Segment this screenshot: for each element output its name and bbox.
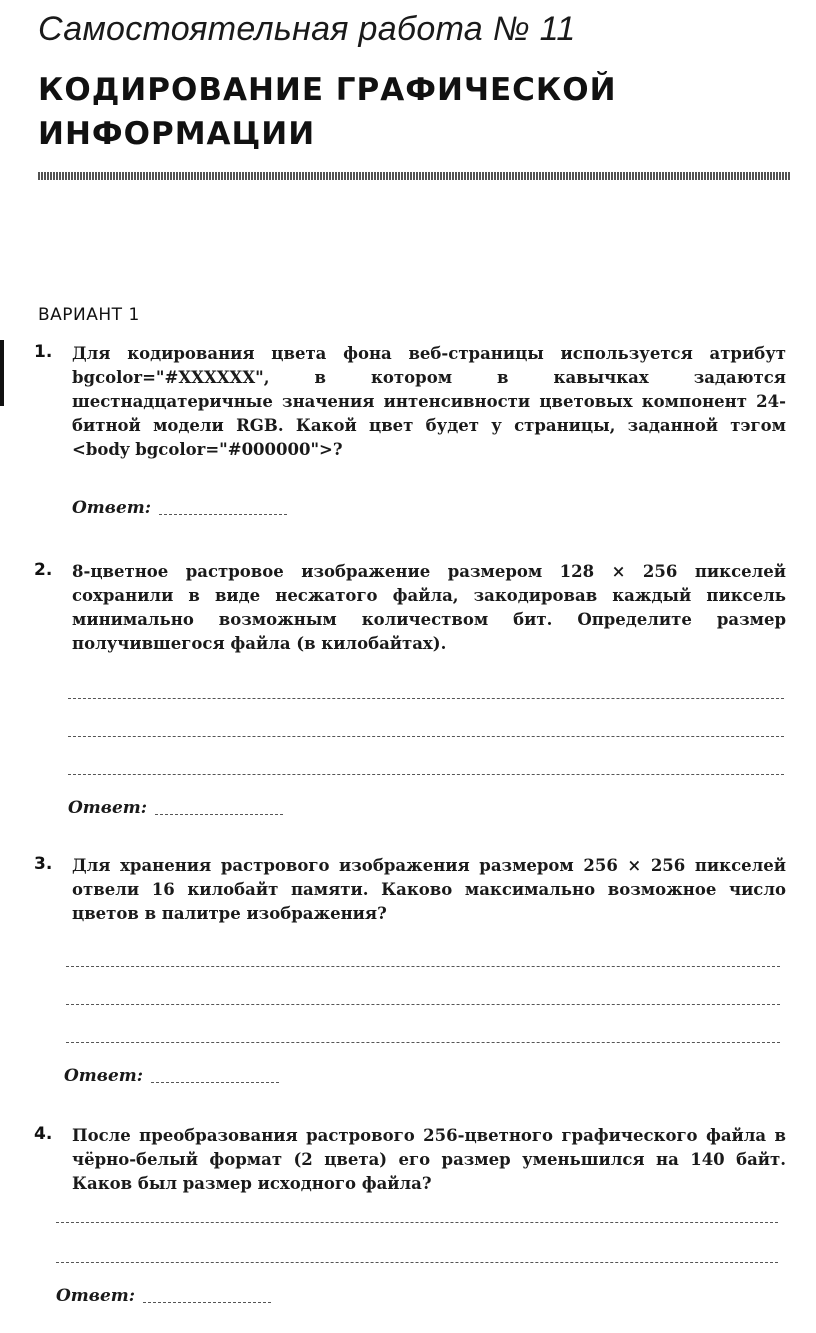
answer-1: [72, 498, 287, 518]
working-line[interactable]: [56, 1222, 778, 1223]
answer-field[interactable]: [143, 1302, 271, 1303]
task-text: Для хранения растрового изображения размером 256 × 256 пикселей отвели 16 килобайт памяти. Каково максимально возможное число цветов в палитре изображения?: [72, 856, 786, 923]
task-number: 4.: [34, 1124, 53, 1144]
working-line[interactable]: [56, 1262, 778, 1263]
task-text: 8-цветное растровое изображение размером 128 × 256 пикселей сохранили в виде несжатого файла, закодировав каждый пиксель минимально возможным количеством бит. Определите размер получившегося файла (в килобайтах).: [72, 562, 786, 653]
answer-field[interactable]: [159, 514, 287, 515]
answer-label: Ответ:: [72, 498, 152, 518]
answer-4: [56, 1286, 271, 1306]
task-3: [34, 854, 786, 926]
answer-label: Ответ:: [64, 1066, 144, 1086]
answer-field[interactable]: [151, 1082, 279, 1083]
margin-bar: [0, 340, 4, 406]
task-text: После преобразования растрового 256-цветного графического файла в чёрно-белый формат (2 цвета) его размер уменьшился на 140 байт. Каков был размер исходного файла?: [72, 1126, 786, 1193]
answer-field[interactable]: [155, 814, 283, 815]
answer-2: [68, 798, 283, 818]
working-line[interactable]: [66, 1042, 780, 1043]
page-title: [38, 68, 738, 156]
answer-label: Ответ:: [68, 798, 148, 818]
work-subtitle: Самостоятельная работа № 11: [38, 10, 576, 48]
task-number: 1.: [34, 342, 53, 362]
task-2: [34, 560, 786, 656]
working-line[interactable]: [68, 736, 784, 737]
working-line[interactable]: [66, 1004, 780, 1005]
answer-3: [64, 1066, 279, 1086]
working-line[interactable]: [66, 966, 780, 967]
task-number: 2.: [34, 560, 53, 580]
answer-label: Ответ:: [56, 1286, 136, 1306]
title-line-1: КОДИРОВАНИЕ ГРАФИЧЕСКОЙ: [38, 72, 617, 108]
task-1: [34, 342, 786, 462]
title-divider: [38, 172, 790, 180]
working-line[interactable]: [68, 774, 784, 775]
title-line-2: ИНФОРМАЦИИ: [38, 116, 316, 152]
task-number: 3.: [34, 854, 53, 874]
task-text: Для кодирования цвета фона веб-страницы используется атрибут bgcolor="#XXXXXX", в котором в кавычках задаются шестнадцатеричные значения интенсивности цветовых компонент 24-битной модели RGB. Какой цвет будет у страницы, заданной тэгом <body bgcolor="#000000">?: [72, 344, 786, 459]
task-4: [34, 1124, 786, 1196]
working-line[interactable]: [68, 698, 784, 699]
variant-label: ВАРИАНТ 1: [38, 305, 140, 325]
